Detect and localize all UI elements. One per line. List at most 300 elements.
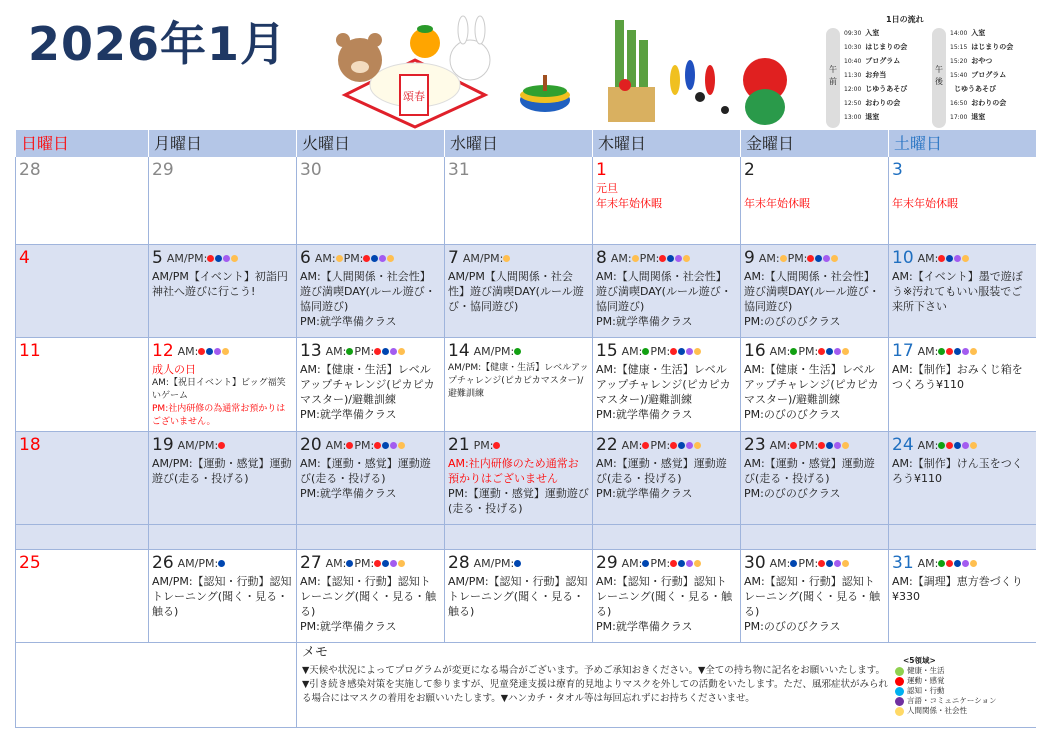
empty-cell [15, 525, 148, 549]
day-number: 13 [300, 340, 322, 361]
day-number: 29 [596, 552, 618, 573]
schedule-activity: おわりの会 [865, 99, 901, 107]
day-number: 4 [19, 247, 30, 268]
session-label: AM/PM: [462, 251, 504, 265]
pm-label: 午後 [932, 28, 946, 128]
category-dot-purple [675, 255, 682, 262]
category-dot-orange [387, 255, 394, 262]
day-header [152, 340, 293, 362]
session-label: AM/PM: [473, 556, 515, 570]
bear-icon [336, 33, 382, 82]
session-label: PM: [650, 344, 671, 358]
activity-text: AM:【祝日イベント】ビッグ福笑いゲーム [152, 378, 286, 401]
week-row [15, 550, 1036, 643]
session-label: AM/PM: [177, 556, 219, 570]
schedule-activity: じゆうあそび [865, 85, 908, 93]
category-dot-orange [398, 560, 405, 567]
category-dot-icon [895, 677, 904, 686]
session-label: AM: [769, 556, 791, 570]
day-cell-10 [888, 245, 1036, 337]
activity-text: AM:【人間関係・社会性】遊び満喫DAY(ルール遊び・協同遊び) [596, 270, 732, 313]
category-dot-red [363, 255, 370, 262]
weekday-3: 水曜日 [444, 130, 592, 157]
day-header [448, 340, 589, 362]
activity-text: AM/PM:【運動・感覚】運動遊び(走る・投げる) [152, 457, 292, 485]
day-number: 20 [300, 434, 322, 455]
category-dot-red [938, 255, 945, 262]
day-cell-30 [740, 550, 888, 642]
empty-cell [444, 525, 592, 549]
schedule-activity: 退室 [865, 113, 880, 121]
category-dot-red [670, 442, 677, 449]
memo-text: ▼天候や状況によってプログラムが変更になる場合がございます。予めご承知おきください。▼全ての持ち物に記名をお願いいたします。▼引き続き感染対策を実施して参りますが、児童発達支援は療育的見地よりマスクを外しての活動をいたします。ただ、風邪症状がみられる場合にはマスクの着用をお願いいたします。▼ハンカチ・タオル等は毎回忘れずにお持ちくださいませ。 [302, 665, 889, 704]
session-label: AM/PM: [177, 438, 219, 452]
session-label: AM/PM: [473, 344, 515, 358]
spacer-row [15, 525, 1036, 550]
session-label: PM: [798, 344, 819, 358]
day-header [300, 247, 441, 269]
session-label: AM: [610, 251, 632, 265]
category-dot-orange [683, 255, 690, 262]
activity-text: AM:【人間関係・社会性】遊び満喫DAY(ルール遊び・協同遊び) [300, 270, 436, 313]
category-dot-orange [503, 255, 510, 262]
day-header [19, 247, 145, 269]
category-dot-blue [790, 560, 797, 567]
category-dot-orange [632, 255, 639, 262]
activity-text: PM:就学準備クラス [596, 487, 693, 500]
session-label: AM: [621, 438, 643, 452]
category-dot-red [946, 560, 953, 567]
category-dot-orange [842, 348, 849, 355]
day-number: 6 [300, 247, 311, 268]
activity-text: AM:【制作】おみくじ箱をつくろう¥110 [892, 363, 1023, 391]
schedule-time: 15:40 [950, 72, 968, 79]
category-dot-purple [954, 255, 961, 262]
am-label: 午前 [826, 28, 840, 128]
category-dot-green [514, 348, 521, 355]
day-cell-25 [15, 550, 148, 642]
day-number: 31 [892, 552, 914, 573]
legend-item [895, 706, 997, 716]
session-label: PM: [798, 556, 819, 570]
legend-label: 人間関係・社会性 [907, 706, 967, 715]
schedule-time: 09:30 [844, 30, 862, 37]
activity-text: 年末年始休暇 [596, 197, 662, 210]
category-dot-blue [826, 348, 833, 355]
activity-text: AM:【認知・行動】認知トレーニング(聞く・見る・触る) [300, 575, 437, 618]
category-dot-icon [895, 697, 904, 706]
day-number: 31 [448, 159, 470, 180]
week-row [15, 245, 1036, 338]
day-number: 16 [744, 340, 766, 361]
category-dot-orange [970, 348, 977, 355]
activity-text: AM:【認知・行動】認知トレーニング(聞く・見る・触る) [744, 575, 881, 618]
category-dot-icon [895, 687, 904, 696]
day-number: 17 [892, 340, 914, 361]
day-number: 24 [892, 434, 914, 455]
day-header [19, 434, 145, 456]
category-dot-purple [390, 348, 397, 355]
day-number: 7 [448, 247, 459, 268]
category-dot-red [218, 442, 225, 449]
session-label: PM: [787, 251, 808, 265]
day-header [596, 552, 737, 574]
category-dot-orange [222, 348, 229, 355]
category-dot-purple [834, 442, 841, 449]
category-dot-blue [642, 560, 649, 567]
hanetsuki-icon [670, 60, 729, 114]
day-number: 8 [596, 247, 607, 268]
category-dot-icon [895, 707, 904, 716]
day-number: 10 [892, 247, 914, 268]
schedule-time: 17:00 [950, 114, 968, 121]
schedule-item [950, 112, 985, 122]
session-label: AM: [325, 556, 347, 570]
day-cell-14 [444, 338, 592, 431]
day-header [744, 552, 885, 574]
category-dot-blue [206, 348, 213, 355]
category-dot-blue [815, 255, 822, 262]
weekday-4: 木曜日 [592, 130, 740, 157]
session-label: AM: [325, 438, 347, 452]
session-label: AM: [917, 438, 939, 452]
category-dot-purple [214, 348, 221, 355]
schedule-time: 12:00 [844, 86, 862, 93]
day-cell-1 [592, 157, 740, 244]
category-dot-purple [686, 442, 693, 449]
activity-text: AM:社内研修のため通常お預かりはございません [448, 457, 579, 485]
activity-text: PM:【運動・感覚】運動遊び(走る・投げる) [448, 487, 589, 515]
day-cell-16 [740, 338, 888, 431]
day-header [892, 340, 1033, 362]
category-dot-orange [831, 255, 838, 262]
activity-text: AM:【調理】恵方巻づくり¥330 [892, 575, 1023, 603]
activity-text: AM/PM【人間関係・社会性】遊び満喫DAY(ルール遊び・協同遊び) [448, 270, 584, 313]
schedule-item [844, 98, 900, 108]
schedule-activity: 入室 [971, 29, 986, 37]
day-number: 28 [448, 552, 470, 573]
schedule-time: 13:00 [844, 114, 862, 121]
rabbit-icon [450, 16, 490, 80]
category-dot-orange [694, 442, 701, 449]
session-label: AM/PM: [166, 251, 208, 265]
day-number: 12 [152, 340, 174, 361]
category-dot-red [670, 348, 677, 355]
activity-text: AM:【健康・生活】レベルアップチャレンジ(ピカピカマスター)/避難訓練 [744, 363, 879, 406]
category-dot-red [493, 442, 500, 449]
day-header [300, 552, 441, 574]
category-dot-orange [962, 255, 969, 262]
schedule-activity: 退室 [971, 113, 986, 121]
schedule-item [950, 70, 1006, 80]
day-header [596, 247, 737, 269]
empty-cell [888, 525, 1036, 549]
day-number: 1 [596, 159, 607, 180]
day-header [448, 247, 589, 269]
legend [895, 656, 997, 716]
schedule-item [844, 56, 900, 66]
day-cell-5 [148, 245, 296, 337]
activity-text: 元旦 [596, 182, 618, 195]
schedule-item [844, 28, 879, 38]
day-cell-28 [444, 550, 592, 642]
session-label: PM: [639, 251, 660, 265]
category-dot-blue [371, 255, 378, 262]
empty-cell [592, 525, 740, 549]
day-cell-19 [148, 432, 296, 524]
activity-text: AM:【運動・感覚】運動遊び(走る・投げる) [300, 457, 431, 485]
category-dot-red [207, 255, 214, 262]
day-cell-2 [740, 157, 888, 244]
activity-text: PM:就学準備クラス [300, 315, 397, 328]
activity-text: PM:社内研修の為通常お預かりはございません。 [152, 404, 286, 427]
day-cell-3 [888, 157, 1036, 244]
schedule-time: 10:30 [844, 44, 862, 51]
legend-item [895, 696, 997, 706]
category-dot-red [346, 442, 353, 449]
category-dot-red [670, 560, 677, 567]
category-dot-purple [379, 255, 386, 262]
activity-text: PM:就学準備クラス [300, 620, 397, 633]
activity-text: AM/PM:【認知・行動】認知トレーニング(聞く・見る・触る) [448, 575, 588, 618]
session-label: AM: [769, 438, 791, 452]
day-cell-24 [888, 432, 1036, 524]
daily-schedule [826, 14, 1036, 128]
day-cell-22 [592, 432, 740, 524]
activity-text: PM:就学準備クラス [300, 487, 397, 500]
category-dot-orange [398, 348, 405, 355]
session-label: AM: [758, 251, 780, 265]
activity-text: PM:就学準備クラス [596, 408, 693, 421]
day-number: 30 [744, 552, 766, 573]
activity-text [744, 181, 885, 196]
activity-text: AM:【運動・感覚】運動遊び(走る・投げる) [744, 457, 875, 485]
day-cell-20 [296, 432, 444, 524]
schedule-activity: はじまりの会 [865, 43, 908, 51]
session-label: PM: [354, 556, 375, 570]
category-dot-icon [895, 667, 904, 676]
category-dot-red [374, 560, 381, 567]
activity-text [892, 181, 1033, 196]
day-cell-13 [296, 338, 444, 431]
day-cell-8 [592, 245, 740, 337]
category-dot-blue [678, 560, 685, 567]
day-header [892, 434, 1033, 456]
category-dot-blue [667, 255, 674, 262]
session-label: AM: [177, 344, 199, 358]
session-label: AM: [917, 556, 939, 570]
activity-text: AM:【認知・行動】認知トレーニング(聞く・見る・触る) [596, 575, 733, 618]
day-number: 9 [744, 247, 755, 268]
legend-title: <5領域> [903, 656, 936, 665]
session-label: PM: [650, 556, 671, 570]
schedule-item [950, 56, 992, 66]
legend-item [895, 676, 997, 686]
day-number: 28 [19, 159, 41, 180]
day-cell-4 [15, 245, 148, 337]
category-dot-purple [962, 560, 969, 567]
session-label: AM: [621, 556, 643, 570]
activity-text: AM:【健康・生活】レベルアップチャレンジ(ピカピカマスター)/避難訓練 [596, 363, 731, 406]
activity-text: 成人の日 [152, 363, 196, 376]
category-dot-orange [398, 442, 405, 449]
activity-text: PM:のびのびクラス [744, 408, 841, 421]
day-cell-28 [15, 157, 148, 244]
schedule-item [844, 70, 886, 80]
day-header [744, 247, 885, 269]
schedule-time: 12:50 [844, 100, 862, 107]
weekday-6: 土曜日 [888, 130, 1036, 157]
schedule-time: 10:40 [844, 58, 862, 65]
legend-label: 運動・感覚 [907, 676, 945, 685]
category-dot-green [346, 348, 353, 355]
activity-text: 年末年始休暇 [892, 197, 958, 210]
category-dot-purple [223, 255, 230, 262]
day-header [892, 247, 1033, 269]
memo-row [15, 643, 1036, 728]
session-label: PM: [354, 438, 375, 452]
schedule-activity: おやつ [971, 57, 993, 65]
legend-item [895, 686, 997, 696]
category-dot-orange [970, 442, 977, 449]
category-dot-orange [842, 560, 849, 567]
day-header [152, 159, 293, 181]
category-dot-blue [954, 442, 961, 449]
calendar [15, 130, 1036, 728]
day-cell-27 [296, 550, 444, 642]
category-dot-orange [694, 560, 701, 567]
empty-cell [148, 525, 296, 549]
category-dot-red [818, 442, 825, 449]
day-header [744, 340, 885, 362]
category-dot-blue [826, 560, 833, 567]
category-dot-blue [826, 442, 833, 449]
week-row [15, 338, 1036, 432]
day-header [448, 552, 589, 574]
day-header [596, 340, 737, 362]
category-dot-green [938, 348, 945, 355]
category-dot-blue [678, 442, 685, 449]
weekday-5: 金曜日 [740, 130, 888, 157]
schedule-activity: プログラム [865, 57, 901, 65]
day-number: 11 [19, 340, 41, 361]
day-header [300, 340, 441, 362]
day-cell-9 [740, 245, 888, 337]
day-header [152, 434, 293, 456]
activity-text: AM:【健康・生活】レベルアップチャレンジ(ピカピカマスター)/避難訓練 [300, 363, 435, 406]
schedule-activity: じゆうあそび [954, 85, 996, 93]
day-number: 27 [300, 552, 322, 573]
page-title: 2026年1月 [28, 17, 288, 71]
category-dot-blue [678, 348, 685, 355]
weekday-2: 火曜日 [296, 130, 444, 157]
session-label: PM: [354, 344, 375, 358]
category-dot-green [642, 348, 649, 355]
session-label: AM: [917, 251, 939, 265]
session-label: AM: [314, 251, 336, 265]
legend-label: 認知・行動 [907, 686, 945, 695]
category-dot-purple [686, 348, 693, 355]
day-cell-11 [15, 338, 148, 431]
activity-text: AM:【人間関係・社会性】遊び満喫DAY(ルール遊び・協同遊び) [744, 270, 880, 313]
category-dot-blue [946, 255, 953, 262]
day-header [19, 159, 145, 181]
activity-text: AM/PM【イベント】初詣円神社へ遊びに行こう! [152, 270, 288, 298]
day-cell-17 [888, 338, 1036, 431]
category-dot-orange [842, 442, 849, 449]
session-label: AM: [621, 344, 643, 358]
day-number: 21 [448, 434, 470, 455]
category-dot-purple [823, 255, 830, 262]
day-number: 19 [152, 434, 174, 455]
schedule-item [950, 42, 1013, 52]
empty-cell [740, 525, 888, 549]
day-header [596, 434, 737, 456]
activity-text: AM:【運動・感覚】運動遊び(走る・投げる) [596, 457, 727, 485]
kadomatsu-icon [608, 20, 655, 122]
activity-text: PM:就学準備クラス [596, 315, 693, 328]
day-number: 25 [19, 552, 41, 573]
schedule-time: 15:15 [950, 44, 968, 51]
activity-text: AM/PM:【健康・生活】レベルアップチャレンジ(ピカピカマスター)/避難訓練 [448, 363, 589, 399]
weekday-0: 日曜日 [15, 130, 148, 157]
schedule-activity: プログラム [971, 71, 1007, 79]
activity-text: PM:のびのびクラス [744, 487, 841, 500]
day-cell-21 [444, 432, 592, 524]
spinning-top-icon [520, 75, 570, 112]
day-number: 3 [892, 159, 903, 180]
schedule-item [950, 98, 1006, 108]
activity-text: PM:就学準備クラス [596, 620, 693, 633]
category-dot-blue [382, 442, 389, 449]
session-label: PM: [473, 438, 494, 452]
day-header [892, 552, 1033, 574]
category-dot-purple [962, 348, 969, 355]
day-number: 23 [744, 434, 766, 455]
category-dot-purple [834, 560, 841, 567]
schedule-time: 16:50 [950, 100, 968, 107]
schedule-item [950, 28, 985, 38]
session-label: PM: [343, 251, 364, 265]
schedule-time: 15:20 [950, 58, 968, 65]
day-header [300, 434, 441, 456]
week-row [15, 157, 1036, 245]
day-cell-29 [592, 550, 740, 642]
schedule-activity: おわりの会 [971, 99, 1007, 107]
day-number: 5 [152, 247, 163, 268]
day-cell-18 [15, 432, 148, 524]
session-label: AM: [917, 344, 939, 358]
day-cell-31 [444, 157, 592, 244]
category-dot-red [818, 560, 825, 567]
new-year-illustration [325, 15, 825, 130]
category-dot-red [818, 348, 825, 355]
day-number: 14 [448, 340, 470, 361]
day-number: 26 [152, 552, 174, 573]
day-header [448, 159, 589, 181]
day-cell-26 [148, 550, 296, 642]
category-dot-red [198, 348, 205, 355]
schedule-activity: 入室 [865, 29, 880, 37]
category-dot-blue [218, 560, 225, 567]
legend-label: 健康・生活 [907, 666, 945, 675]
category-dot-purple [390, 442, 397, 449]
category-dot-red [790, 442, 797, 449]
day-header [152, 552, 293, 574]
category-dot-red [946, 442, 953, 449]
day-header [744, 434, 885, 456]
category-dot-blue [215, 255, 222, 262]
